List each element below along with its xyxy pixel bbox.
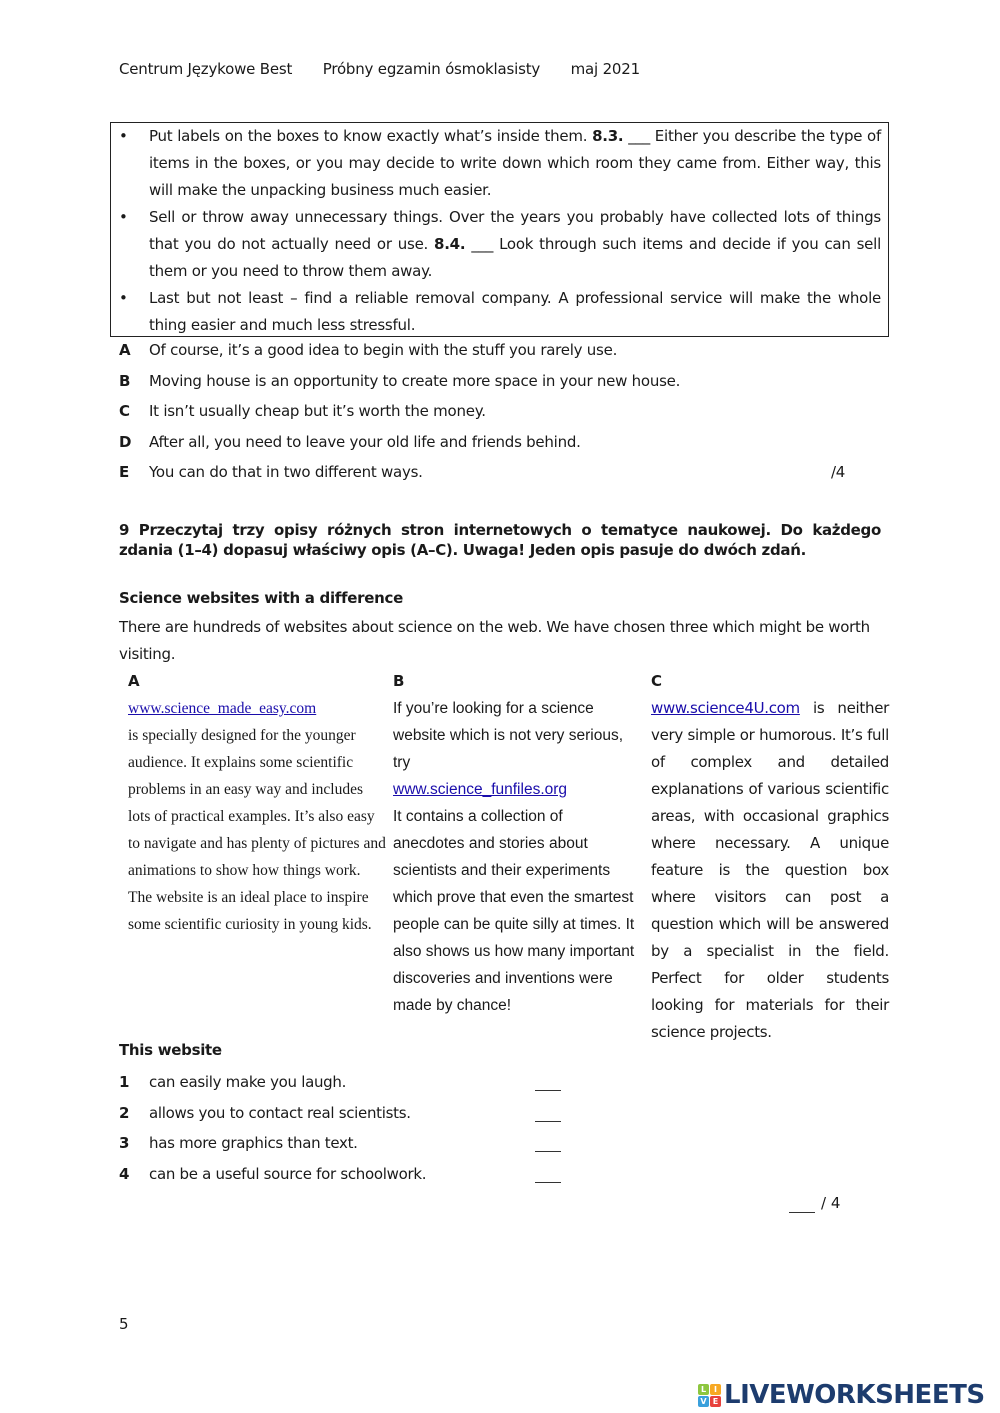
bullet-icon: • xyxy=(119,127,128,145)
question-row xyxy=(119,1130,579,1161)
tile-i: I xyxy=(710,1384,721,1395)
question-number: 3 xyxy=(119,1134,130,1152)
task9-questions xyxy=(119,1069,579,1191)
answer-blank-1[interactable] xyxy=(535,1078,561,1091)
website-description-b-intro: If you’re looking for a science website which is not very serious, try xyxy=(393,700,624,771)
option-letter: D xyxy=(119,432,132,451)
question-row xyxy=(119,1069,579,1100)
question-row xyxy=(119,1161,579,1192)
option-text: It isn’t usually cheap but it’s worth the money. xyxy=(149,402,486,420)
option-row xyxy=(119,459,859,490)
column-letter: C xyxy=(651,672,662,690)
bullet-item: • Last but not least – find a reliable removal company. A professional service will make the whole thing easier and much less stressful. xyxy=(119,285,881,339)
option-text: Of course, it’s a good idea to begin with the stuff you rarely use. xyxy=(149,341,618,359)
page-number: 5 xyxy=(119,1315,129,1333)
header-exam: Próbny egzamin ósmoklasisty xyxy=(322,60,541,78)
tile-v: V xyxy=(698,1396,709,1407)
option-text: Moving house is an opportunity to create more space in your new house. xyxy=(149,371,681,390)
option-row xyxy=(119,398,859,429)
option-row xyxy=(119,368,859,399)
gap-label: 8.4. xyxy=(434,235,466,253)
answer-blank-2[interactable] xyxy=(535,1109,561,1122)
option-letter: E xyxy=(119,463,129,481)
website-description-b: It contains a collection of anecdotes and stories about scientists and their experiments which prove that even the smartest people can be quite silly at times. It also shows us how many important discoveries and inventions were made by chance! xyxy=(393,808,635,1014)
logo-text: LIVEWORKSHEETS xyxy=(724,1380,985,1410)
bullet-icon: • xyxy=(119,289,128,307)
question-row xyxy=(119,1100,579,1131)
score-blank[interactable] xyxy=(789,1194,815,1213)
option-letter: A xyxy=(119,341,131,359)
question-number: 2 xyxy=(119,1103,130,1122)
option-text: You can do that in two different ways. xyxy=(149,463,423,481)
question-text: can be a useful source for schoolwork. xyxy=(149,1164,427,1183)
question-text: has more graphics than text. xyxy=(149,1134,358,1152)
bullet-icon: • xyxy=(119,208,128,226)
header-school: Centrum Językowe Best xyxy=(119,60,293,78)
option-letter: C xyxy=(119,402,130,420)
website-column-a xyxy=(128,668,386,938)
task8-score: /4 xyxy=(831,463,846,481)
task9-instruction: 9 Przeczytaj trzy opisy różnych stron internetowych o tematyce naukowej. Do każdego zdania (1–4) dopasuj właściwy opis (A–C). Uwaga! Jeden opis pasuje do dwóch zdań. xyxy=(119,521,881,559)
tile-l: L xyxy=(698,1384,709,1395)
header-date: maj 2021 xyxy=(570,60,640,78)
gap-blank-8-3[interactable]: ___ xyxy=(623,127,655,145)
website-link-a[interactable]: www.science_made_easy.com xyxy=(128,700,317,717)
question-number: 1 xyxy=(119,1073,130,1091)
page-header xyxy=(119,60,666,78)
bullet-item: • Put labels on the boxes to know exactly what’s inside them. 8.3. ___ Either you describe the type of items in the boxes, or you may decide to write down which room they came from. Either way, this will make the unpacking business much easier. xyxy=(119,123,881,204)
website-link-c[interactable]: www.science4U.com xyxy=(651,699,800,717)
tile-e: E xyxy=(710,1396,721,1407)
score-total: / 4 xyxy=(821,1194,841,1212)
question-number: 4 xyxy=(119,1164,130,1183)
option-row xyxy=(119,429,859,460)
option-row xyxy=(119,337,859,368)
website-description-a: is specially designed for the younger audience. It explains some scientific problems in an easy way and includes lots of practical examples. It’s also easy to navigate and has plenty of pictures and animations to show how things work. The website is an ideal place to inspire some scientific curiosity in young kids. xyxy=(128,727,386,933)
gap-label: 8.3. xyxy=(592,127,624,145)
column-letter: B xyxy=(393,672,405,690)
gap-blank-8-4[interactable]: ___ xyxy=(465,235,500,253)
task8-options xyxy=(119,337,859,490)
option-letter: B xyxy=(119,371,131,390)
live-tiles-icon xyxy=(698,1384,721,1407)
website-column-b xyxy=(393,668,638,1019)
answer-blank-3[interactable] xyxy=(535,1139,561,1152)
answer-blank-4[interactable] xyxy=(535,1170,561,1183)
column-letter: A xyxy=(128,672,140,690)
option-text: After all, you need to leave your old life and friends behind. xyxy=(149,432,581,451)
task8-bullet-list xyxy=(119,123,881,339)
this-website-heading: This website xyxy=(119,1041,222,1059)
website-description-c: is neither very simple or humorous. It’s full of complex and detailed explanations of various scientific areas, with occasional graphics where necessary. A unique feature is the question box where visitors can post a question which will be answered by a specialist in the field. Perfect for older students looking for materials for their science projects. xyxy=(651,699,889,1041)
task9-score xyxy=(789,1194,840,1213)
liveworksheets-logo xyxy=(698,1380,985,1410)
website-link-b[interactable]: www.science_funfiles.org xyxy=(393,781,568,798)
question-text: allows you to contact real scientists. xyxy=(149,1103,411,1122)
task9-intro: There are hundreds of websites about science on the web. We have chosen three which might be worth visiting. xyxy=(119,618,870,663)
bullet-item: • Sell or throw away unnecessary things. Over the years you probably have collected lots of things that you do not actually need or use. 8.4. ___ Look through such items and decide if you can sell them or you need to throw them away. xyxy=(119,204,881,285)
website-column-c xyxy=(651,668,889,1046)
task9-title: Science websites with a difference xyxy=(119,589,403,607)
question-text: can easily make you laugh. xyxy=(149,1073,347,1091)
